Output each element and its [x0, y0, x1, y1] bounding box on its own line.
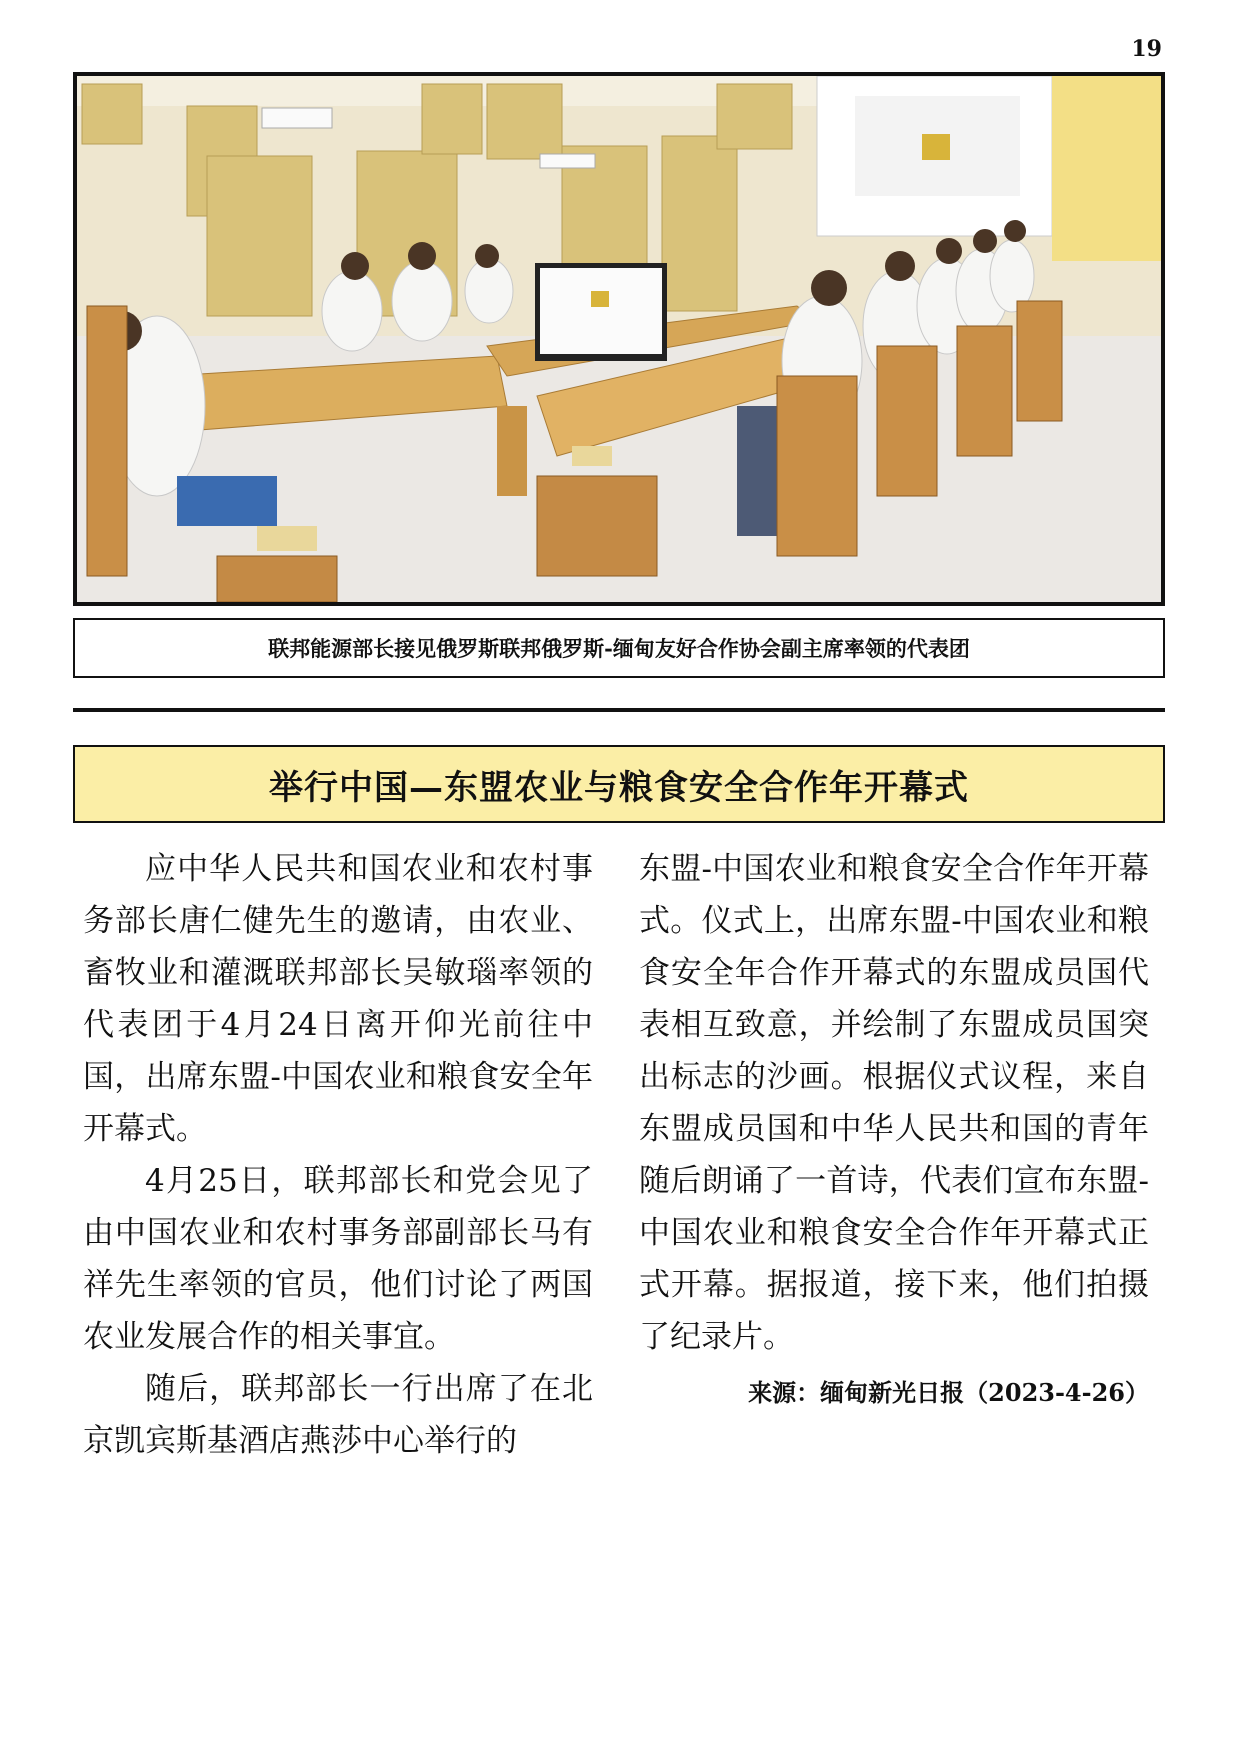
page-number: 19: [1131, 36, 1162, 62]
article-column-left: [83, 843, 593, 1467]
article-column-right: [639, 843, 1149, 1419]
meeting-photo: [73, 72, 1165, 606]
article-paragraph: 应中华人民共和国农业和农村事务部长唐仁健先生的邀请，由农业、畜牧业和灌溉联邦部长吴敏瑙率领的代表团于4月24日离开仰光前往中国，出席东盟-中国农业和粮食安全年开幕式。: [83, 851, 593, 1147]
article-paragraph: 东盟-中国农业和粮食安全合作年开幕式。仪式上，出席东盟-中国农业和粮食安全年合作开幕式的东盟成员国代表相互致意，并绘制了东盟成员国突出标志的沙画。根据仪式议程，来自东盟成员国和中华人民共和国的青年随后朗诵了一首诗，代表们宣布东盟-中国农业和粮食安全合作年开幕式正式开幕。据报道，接下来，他们拍摄了纪录片。: [639, 851, 1149, 1355]
article-source: 来源：缅甸新光日报（2023-4-26）: [748, 1378, 1149, 1407]
section-divider: [73, 708, 1165, 712]
photo-caption: 联邦能源部长接见俄罗斯联邦俄罗斯-缅甸友好合作协会副主席率领的代表团: [73, 618, 1165, 678]
article-headline: 举行中国—东盟农业与粮食安全合作年开幕式: [73, 745, 1165, 823]
article-paragraph: 随后，联邦部长一行出席了在北京凯宾斯基酒店燕莎中心举行的: [83, 1371, 593, 1459]
article-paragraph: 4月25日，联邦部长和党会见了由中国农业和农村事务部副部长马有祥先生率领的官员，他们讨论了两国农业发展合作的相关事宜。: [83, 1163, 593, 1355]
article-body: [83, 843, 1158, 1459]
